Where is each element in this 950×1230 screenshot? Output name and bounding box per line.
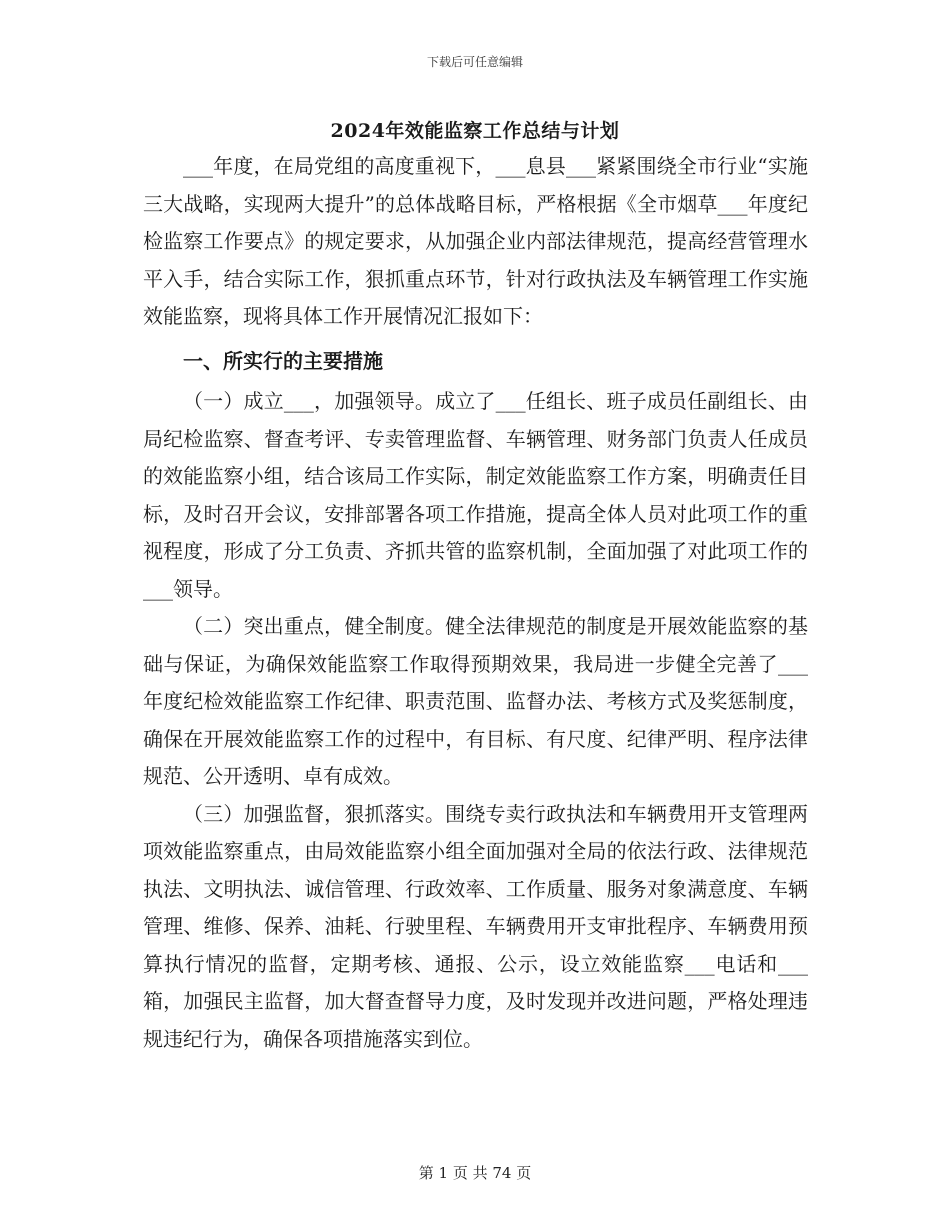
section-paragraph-3: （三）加强监督，狠抓落实。围绕专卖行政执法和车辆费用开支管理两项效能监察重点，由局效能监察小组全面加强对全局的依法行政、法律规范执法、文明执法、诚信管理、行政效率、工作质量、服务对象满意度、车辆管理、维修、保养、油耗、行驶里程、车辆费用开支审批程序、车辆费用预算执行情况的监督，定期考核、通报、公示，设立效能监察___电话和___箱，加强民主监督，加大督查督导力度，及时发现并改进问题，严格处理违规违纪行为，确保各项措施落实到位。 [143,801,808,1051]
document-body [143,148,808,1058]
section-paragraph-1: （一）成立___，加强领导。成立了___任组长、班子成员任副组长、由局纪检监察、督查考评、专卖管理监督、车辆管理、财务部门负责人任成员的效能监察小组，结合该局工作实际，制定效能监察工作方案，明确责任目标，及时召开会议，安排部署各项工作措施，提高全体人员对此项工作的重视程度，形成了分工负责、齐抓共管的监察机制，全面加强了对此项工作的___领导。 [143,389,808,601]
intro-paragraph: ___年度，在局党组的高度重视下，___息县___紧紧围绕全市行业“实施三大战略，实现两大提升”的总体战略目标，严格根据《全市烟草___年度纪检监察工作要点》的规定要求，从加强企业内部法律规范，提高经营管理水平入手，结合实际工作，狠抓重点环节，针对行政执法及车辆管理工作实施效能监察，现将具体工作开展情况汇报如下： [143,154,808,328]
section-paragraph-2: （二）突出重点，健全制度。健全法律规范的制度是开展效能监察的基础与保证，为确保效能监察工作取得预期效果，我局进一步健全完善了___年度纪检效能监察工作纪律、职责范围、监督办法、考核方式及奖惩制度，确保在开展效能监察工作的过程中，有目标、有尺度、纪律严明、程序法律规范、公开透明、卓有成效。 [143,614,808,788]
header-note: 下载后可任意编辑 [426,55,523,69]
section-heading: 一、所实行的主要措施 [183,348,383,373]
page-footer: 第 1 页 共 74 页 [418,1164,532,1182]
document-title: 2024年效能监察工作总结与计划 [330,120,620,142]
